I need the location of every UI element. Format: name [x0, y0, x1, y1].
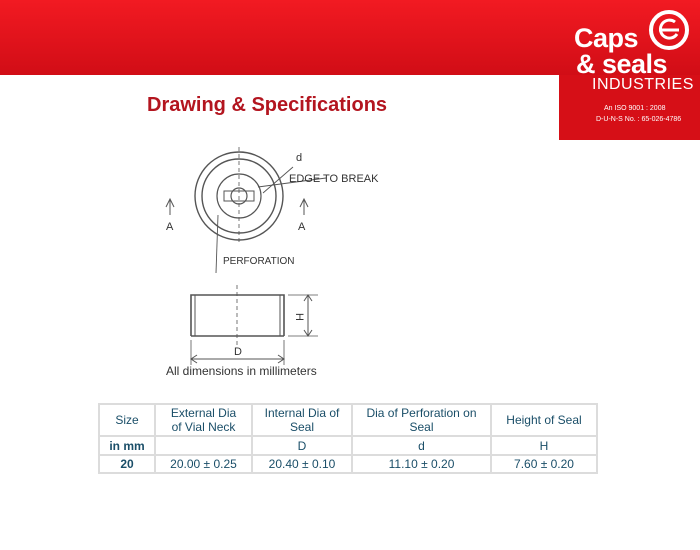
caps-seals-logo-icon [647, 8, 691, 52]
drawing-label-a-left: A [166, 221, 174, 233]
page-title: Drawing & Specifications [147, 94, 388, 116]
drawing-label-d: d [296, 152, 303, 164]
logo-text-caps: Caps [574, 23, 639, 53]
header-size: Size [99, 404, 155, 436]
unit-cell [155, 436, 252, 455]
unit-cell: d [352, 436, 491, 455]
table-cell: 20 [99, 455, 155, 473]
drawing-label-perforation: PERFORATION [223, 256, 295, 267]
header-height: Height of Seal [491, 404, 597, 436]
drawing-label-D: D [234, 346, 242, 358]
unit-cell: H [491, 436, 597, 455]
duns-number: D-U-N-S No. : 65-026-4786 [596, 116, 682, 123]
header-external-dia: External Dia of Vial Neck [155, 404, 252, 436]
table-cell: 11.10 ± 0.20 [352, 455, 491, 473]
table-cell: 20.00 ± 0.25 [155, 455, 252, 473]
header-internal-dia: Internal Dia of Seal [252, 404, 352, 436]
iso-certification: An ISO 9001 : 2008 [604, 105, 666, 112]
table-cell: 20.40 ± 0.10 [252, 455, 352, 473]
specifications-table [98, 403, 598, 474]
drawing-label-a-right: A [298, 221, 306, 233]
table-header-row [99, 404, 597, 436]
unit-cell: D [252, 436, 352, 455]
logo-text-industries: INDUSTRIES [592, 76, 694, 93]
drawing-label-edge: EDGE TO BREAK [289, 173, 379, 185]
drawing-label-h: H [293, 313, 305, 321]
logo-text-seals: & seals [576, 49, 668, 79]
table-cell: 7.60 ± 0.20 [491, 455, 597, 473]
table-row [99, 455, 597, 473]
header-perforation-dia: Dia of Perforation on Seal [352, 404, 491, 436]
table-unit-row [99, 436, 597, 455]
unit-cell: in mm [99, 436, 155, 455]
seal-technical-drawing [158, 145, 379, 385]
drawing-caption: All dimensions in millimeters [166, 364, 317, 378]
